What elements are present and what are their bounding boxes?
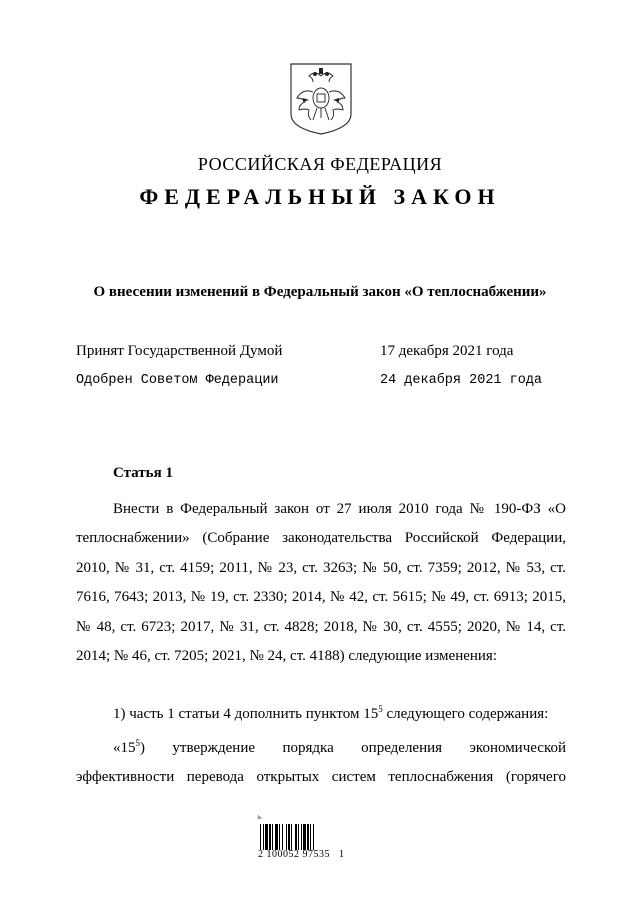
law-title: О внесении изменений в Федеральный закон «О теплоснабжении» xyxy=(93,284,547,300)
coat-of-arms-emblem xyxy=(289,62,353,136)
barcode xyxy=(260,824,340,850)
amendment-item-1 xyxy=(76,700,566,729)
amendment-item-1-tail: следующего содержания: xyxy=(382,706,549,722)
barcode-tag: Ju xyxy=(257,816,262,821)
new-point-text xyxy=(76,734,566,793)
new-point-body: ) утверждение порядка определения экономической эффективности перевода открытых систем теплоснабжения (горячего xyxy=(76,740,566,786)
superscript: 5 xyxy=(135,738,140,748)
new-point-open: «15 xyxy=(113,740,136,756)
amendment-item-1-text: 1) часть 1 статьи 4 дополнить пунктом 15 xyxy=(113,706,379,722)
approving-body: Одобрен Советом Федерации xyxy=(76,373,279,388)
law-type-heading: ФЕДЕРАЛЬНЫЙ ЗАКОН xyxy=(139,184,501,209)
adoption-date: 17 декабря 2021 года xyxy=(380,343,514,359)
country-name: РОССИЙСКАЯ ФЕДЕРАЦИЯ xyxy=(197,154,443,174)
article-intro-paragraph: Внести в Федеральный закон от 27 июля 2010 года № 190-ФЗ «О теплоснабжении» (Собрание законодательства Российской Федерации, 2010, № 31, ст. 4159; 2011, № 23, ст. 3263; № 50, ст. 7359; 2012, № 53, ст. 7616, 7643; 2013, № 19, ст. 2330; 2014, № 42, ст. 5615; № 49, ст. 6913; 2015, № 48, ст. 6723; 2017, № 31, ст. 4828; 2018, № 30, ст. 4555; 2020, № 14, ст. 2014; № 46, ст. 7205; 2021, № 24, ст. 4188) следующие изменения: xyxy=(76,501,566,665)
adopting-body: Принят Государственной Думой xyxy=(76,343,283,359)
superscript: 5 xyxy=(378,704,383,714)
article-heading: Статья 1 xyxy=(113,465,173,481)
barcode-number: 2 100052 97535 1 xyxy=(258,849,345,860)
approval-date: 24 декабря 2021 года xyxy=(380,373,543,388)
